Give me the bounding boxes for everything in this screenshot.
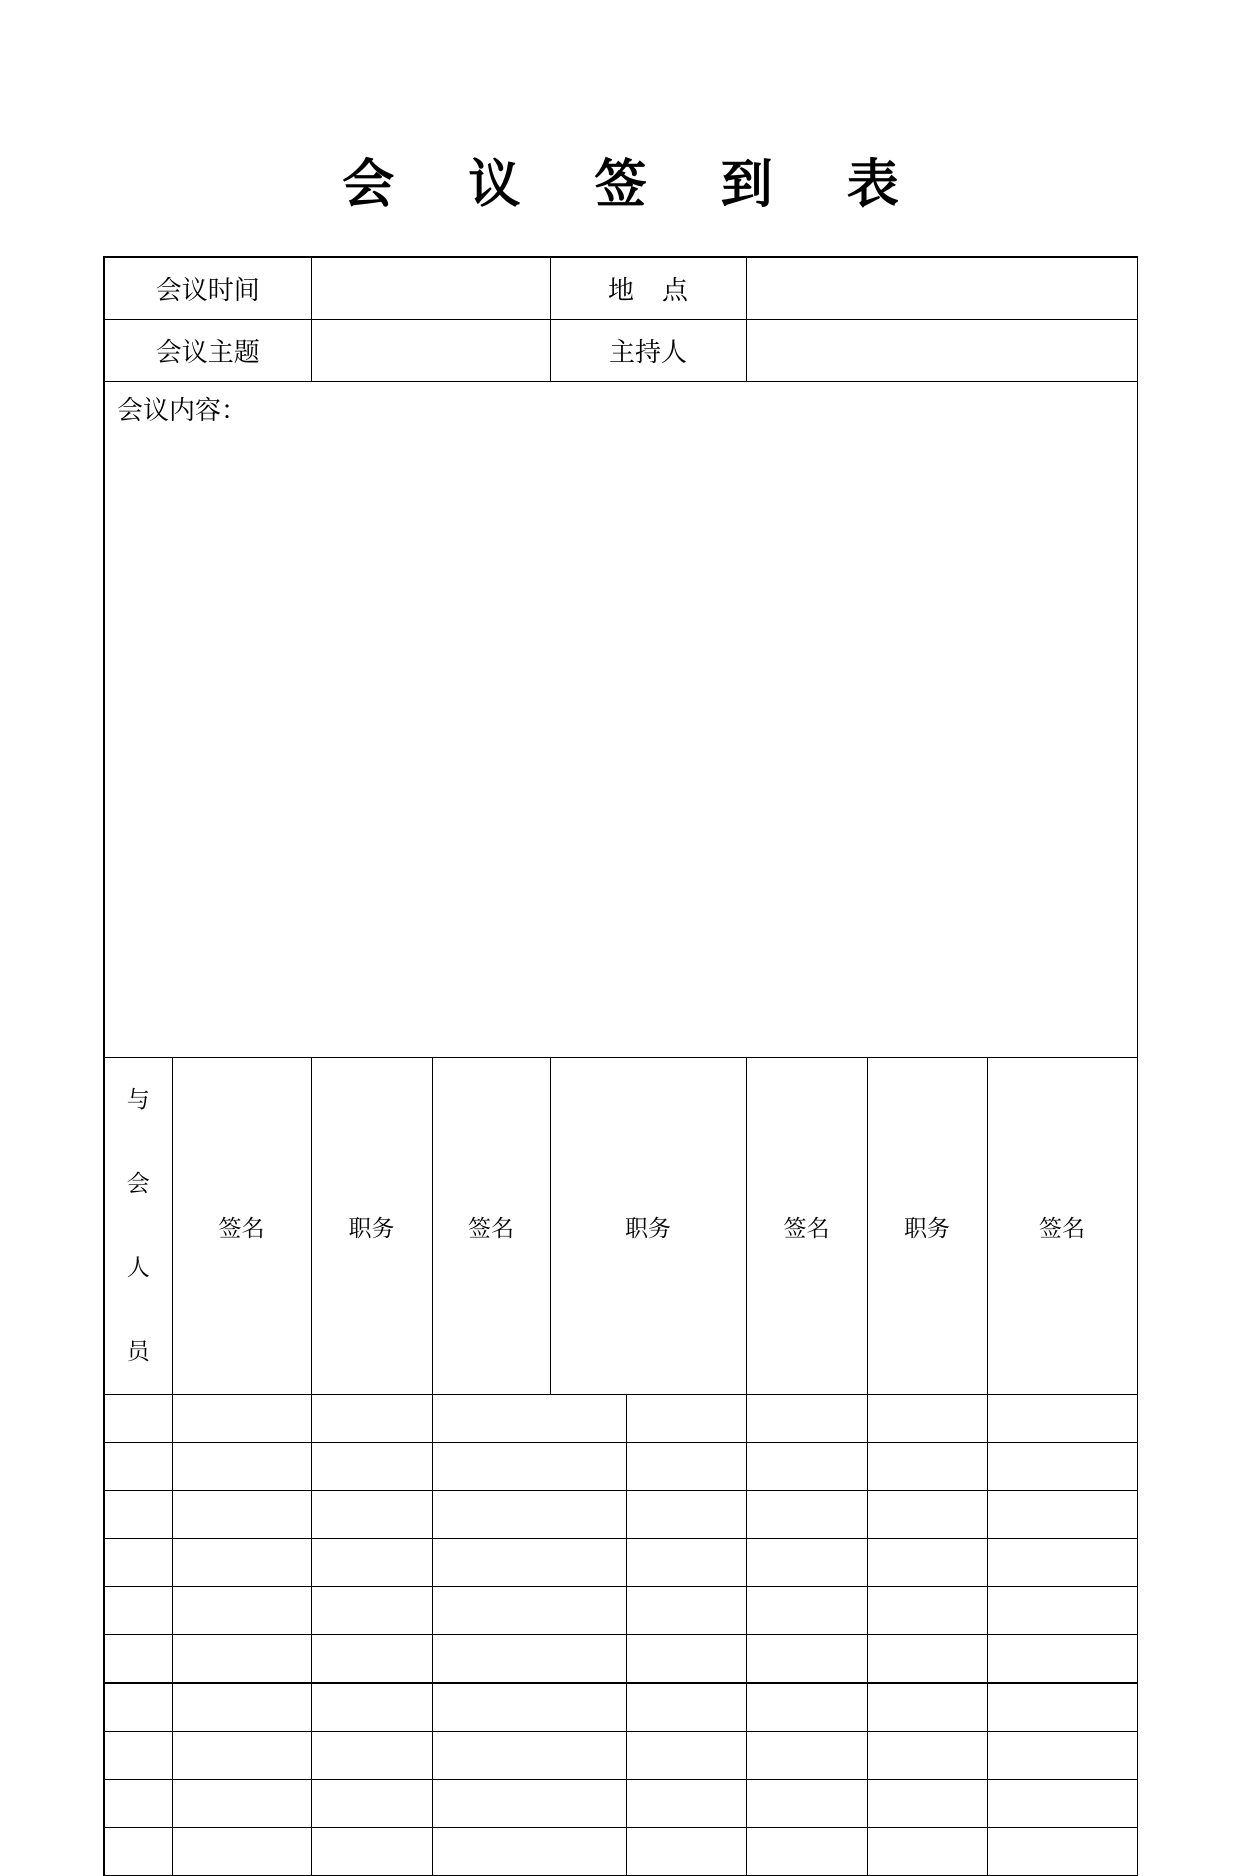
content-row bbox=[104, 382, 1137, 1058]
position-cell[interactable] bbox=[746, 1635, 867, 1684]
column-header-signature: 签名 bbox=[432, 1058, 550, 1395]
signature-cell[interactable] bbox=[867, 1828, 987, 1876]
position-cell[interactable] bbox=[746, 1587, 867, 1635]
position-cell[interactable] bbox=[987, 1732, 1137, 1780]
position-cell[interactable] bbox=[172, 1587, 311, 1635]
location-label-second: 点 bbox=[662, 276, 689, 306]
signature-cell[interactable] bbox=[104, 1443, 172, 1491]
position-cell[interactable] bbox=[172, 1443, 311, 1491]
signature-cell[interactable] bbox=[867, 1395, 987, 1443]
signature-cell[interactable] bbox=[104, 1732, 172, 1780]
position-cell[interactable] bbox=[987, 1683, 1137, 1732]
position-cell[interactable] bbox=[987, 1587, 1137, 1635]
signature-cell[interactable] bbox=[104, 1683, 172, 1732]
meeting-topic-label: 会议主题 bbox=[104, 320, 311, 382]
position-cell[interactable] bbox=[432, 1395, 626, 1443]
position-cell[interactable] bbox=[746, 1491, 867, 1539]
position-cell[interactable] bbox=[172, 1635, 311, 1684]
signature-cell[interactable] bbox=[867, 1587, 987, 1635]
meeting-topic-field[interactable] bbox=[311, 320, 550, 382]
position-cell[interactable] bbox=[432, 1780, 626, 1828]
signature-cell[interactable] bbox=[311, 1539, 432, 1587]
signature-cell[interactable] bbox=[311, 1780, 432, 1828]
column-header-position: 职务 bbox=[311, 1058, 432, 1395]
signature-cell[interactable] bbox=[867, 1539, 987, 1587]
position-cell[interactable] bbox=[746, 1780, 867, 1828]
attendee-row bbox=[104, 1443, 1137, 1491]
position-cell[interactable] bbox=[987, 1635, 1137, 1684]
signature-cell[interactable] bbox=[867, 1443, 987, 1491]
position-cell[interactable] bbox=[172, 1780, 311, 1828]
signature-cell[interactable] bbox=[867, 1491, 987, 1539]
attendee-row bbox=[104, 1491, 1137, 1539]
attendee-row bbox=[104, 1395, 1137, 1443]
location-label-first: 地 bbox=[608, 276, 635, 306]
attendee-row bbox=[104, 1828, 1137, 1876]
attendee-row bbox=[104, 1635, 1137, 1684]
location-field[interactable] bbox=[746, 257, 1137, 320]
position-cell[interactable] bbox=[172, 1491, 311, 1539]
position-cell[interactable] bbox=[432, 1683, 626, 1732]
position-cell[interactable] bbox=[746, 1683, 867, 1732]
signature-cell[interactable] bbox=[311, 1683, 432, 1732]
signature-cell[interactable] bbox=[626, 1683, 746, 1732]
position-cell[interactable] bbox=[746, 1443, 867, 1491]
signature-cell[interactable] bbox=[626, 1828, 746, 1876]
signature-cell[interactable] bbox=[867, 1732, 987, 1780]
signature-cell[interactable] bbox=[626, 1443, 746, 1491]
attendee-row bbox=[104, 1587, 1137, 1635]
meeting-content-area[interactable] bbox=[104, 382, 1137, 1058]
host-field[interactable] bbox=[746, 320, 1137, 382]
position-cell[interactable] bbox=[172, 1828, 311, 1876]
position-cell[interactable] bbox=[172, 1539, 311, 1587]
position-cell[interactable] bbox=[987, 1828, 1137, 1876]
info-row-time bbox=[104, 257, 1137, 320]
signature-cell[interactable] bbox=[104, 1828, 172, 1876]
position-cell[interactable] bbox=[432, 1443, 626, 1491]
signature-cell[interactable] bbox=[311, 1491, 432, 1539]
attendee-label-char: 会 bbox=[126, 1171, 150, 1197]
signature-cell[interactable] bbox=[626, 1635, 746, 1684]
position-cell[interactable] bbox=[987, 1395, 1137, 1443]
position-cell[interactable] bbox=[432, 1539, 626, 1587]
column-header-signature: 签名 bbox=[987, 1058, 1137, 1395]
signature-cell[interactable] bbox=[104, 1635, 172, 1684]
signature-cell[interactable] bbox=[867, 1635, 987, 1684]
column-header-signature: 签名 bbox=[746, 1058, 867, 1395]
location-label bbox=[550, 257, 746, 320]
position-cell[interactable] bbox=[172, 1395, 311, 1443]
position-cell[interactable] bbox=[746, 1395, 867, 1443]
signature-cell[interactable] bbox=[626, 1395, 746, 1443]
position-cell[interactable] bbox=[432, 1828, 626, 1876]
info-row-topic bbox=[104, 320, 1137, 382]
position-cell[interactable] bbox=[746, 1539, 867, 1587]
host-label: 主持人 bbox=[550, 320, 746, 382]
position-cell[interactable] bbox=[987, 1491, 1137, 1539]
signature-cell[interactable] bbox=[311, 1587, 432, 1635]
position-cell[interactable] bbox=[432, 1491, 626, 1539]
attendee-row bbox=[104, 1539, 1137, 1587]
attendee-header-row bbox=[104, 1058, 1137, 1395]
position-cell[interactable] bbox=[746, 1732, 867, 1780]
attendee-label-char: 员 bbox=[126, 1339, 150, 1365]
meeting-content-label: 会议内容： bbox=[117, 396, 248, 426]
position-cell[interactable] bbox=[432, 1587, 626, 1635]
signature-cell[interactable] bbox=[311, 1828, 432, 1876]
position-cell[interactable] bbox=[987, 1443, 1137, 1491]
position-cell[interactable] bbox=[746, 1828, 867, 1876]
attendee-label-char: 人 bbox=[126, 1255, 150, 1281]
signature-cell[interactable] bbox=[867, 1780, 987, 1828]
signature-cell[interactable] bbox=[311, 1732, 432, 1780]
attendee-row bbox=[104, 1732, 1137, 1780]
attendee-section-label bbox=[104, 1058, 172, 1395]
signature-cell[interactable] bbox=[626, 1539, 746, 1587]
signature-cell[interactable] bbox=[104, 1491, 172, 1539]
signature-cell[interactable] bbox=[311, 1443, 432, 1491]
position-cell[interactable] bbox=[172, 1683, 311, 1732]
signature-cell[interactable] bbox=[626, 1732, 746, 1780]
meeting-time-label: 会议时间 bbox=[104, 257, 311, 320]
signature-cell[interactable] bbox=[626, 1587, 746, 1635]
signature-cell[interactable] bbox=[104, 1395, 172, 1443]
column-header-position: 职务 bbox=[867, 1058, 987, 1395]
signature-cell[interactable] bbox=[104, 1539, 172, 1587]
signature-cell[interactable] bbox=[311, 1395, 432, 1443]
attendee-row bbox=[104, 1780, 1137, 1828]
signature-cell[interactable] bbox=[311, 1635, 432, 1684]
column-header-signature: 签名 bbox=[172, 1058, 311, 1395]
signature-cell[interactable] bbox=[626, 1780, 746, 1828]
attendee-row bbox=[104, 1683, 1137, 1732]
position-cell[interactable] bbox=[432, 1732, 626, 1780]
position-cell[interactable] bbox=[987, 1780, 1137, 1828]
sign-in-form bbox=[103, 256, 1138, 1876]
column-header-position: 职务 bbox=[550, 1058, 746, 1395]
position-cell[interactable] bbox=[172, 1732, 311, 1780]
position-cell[interactable] bbox=[987, 1539, 1137, 1587]
page-title: 会 议 签 到 表 bbox=[342, 155, 927, 215]
signature-cell[interactable] bbox=[104, 1780, 172, 1828]
signature-cell[interactable] bbox=[867, 1683, 987, 1732]
attendee-label-char: 与 bbox=[126, 1087, 150, 1113]
signature-cell[interactable] bbox=[104, 1587, 172, 1635]
meeting-time-field[interactable] bbox=[311, 257, 550, 320]
signature-cell[interactable] bbox=[626, 1491, 746, 1539]
position-cell[interactable] bbox=[432, 1635, 626, 1684]
